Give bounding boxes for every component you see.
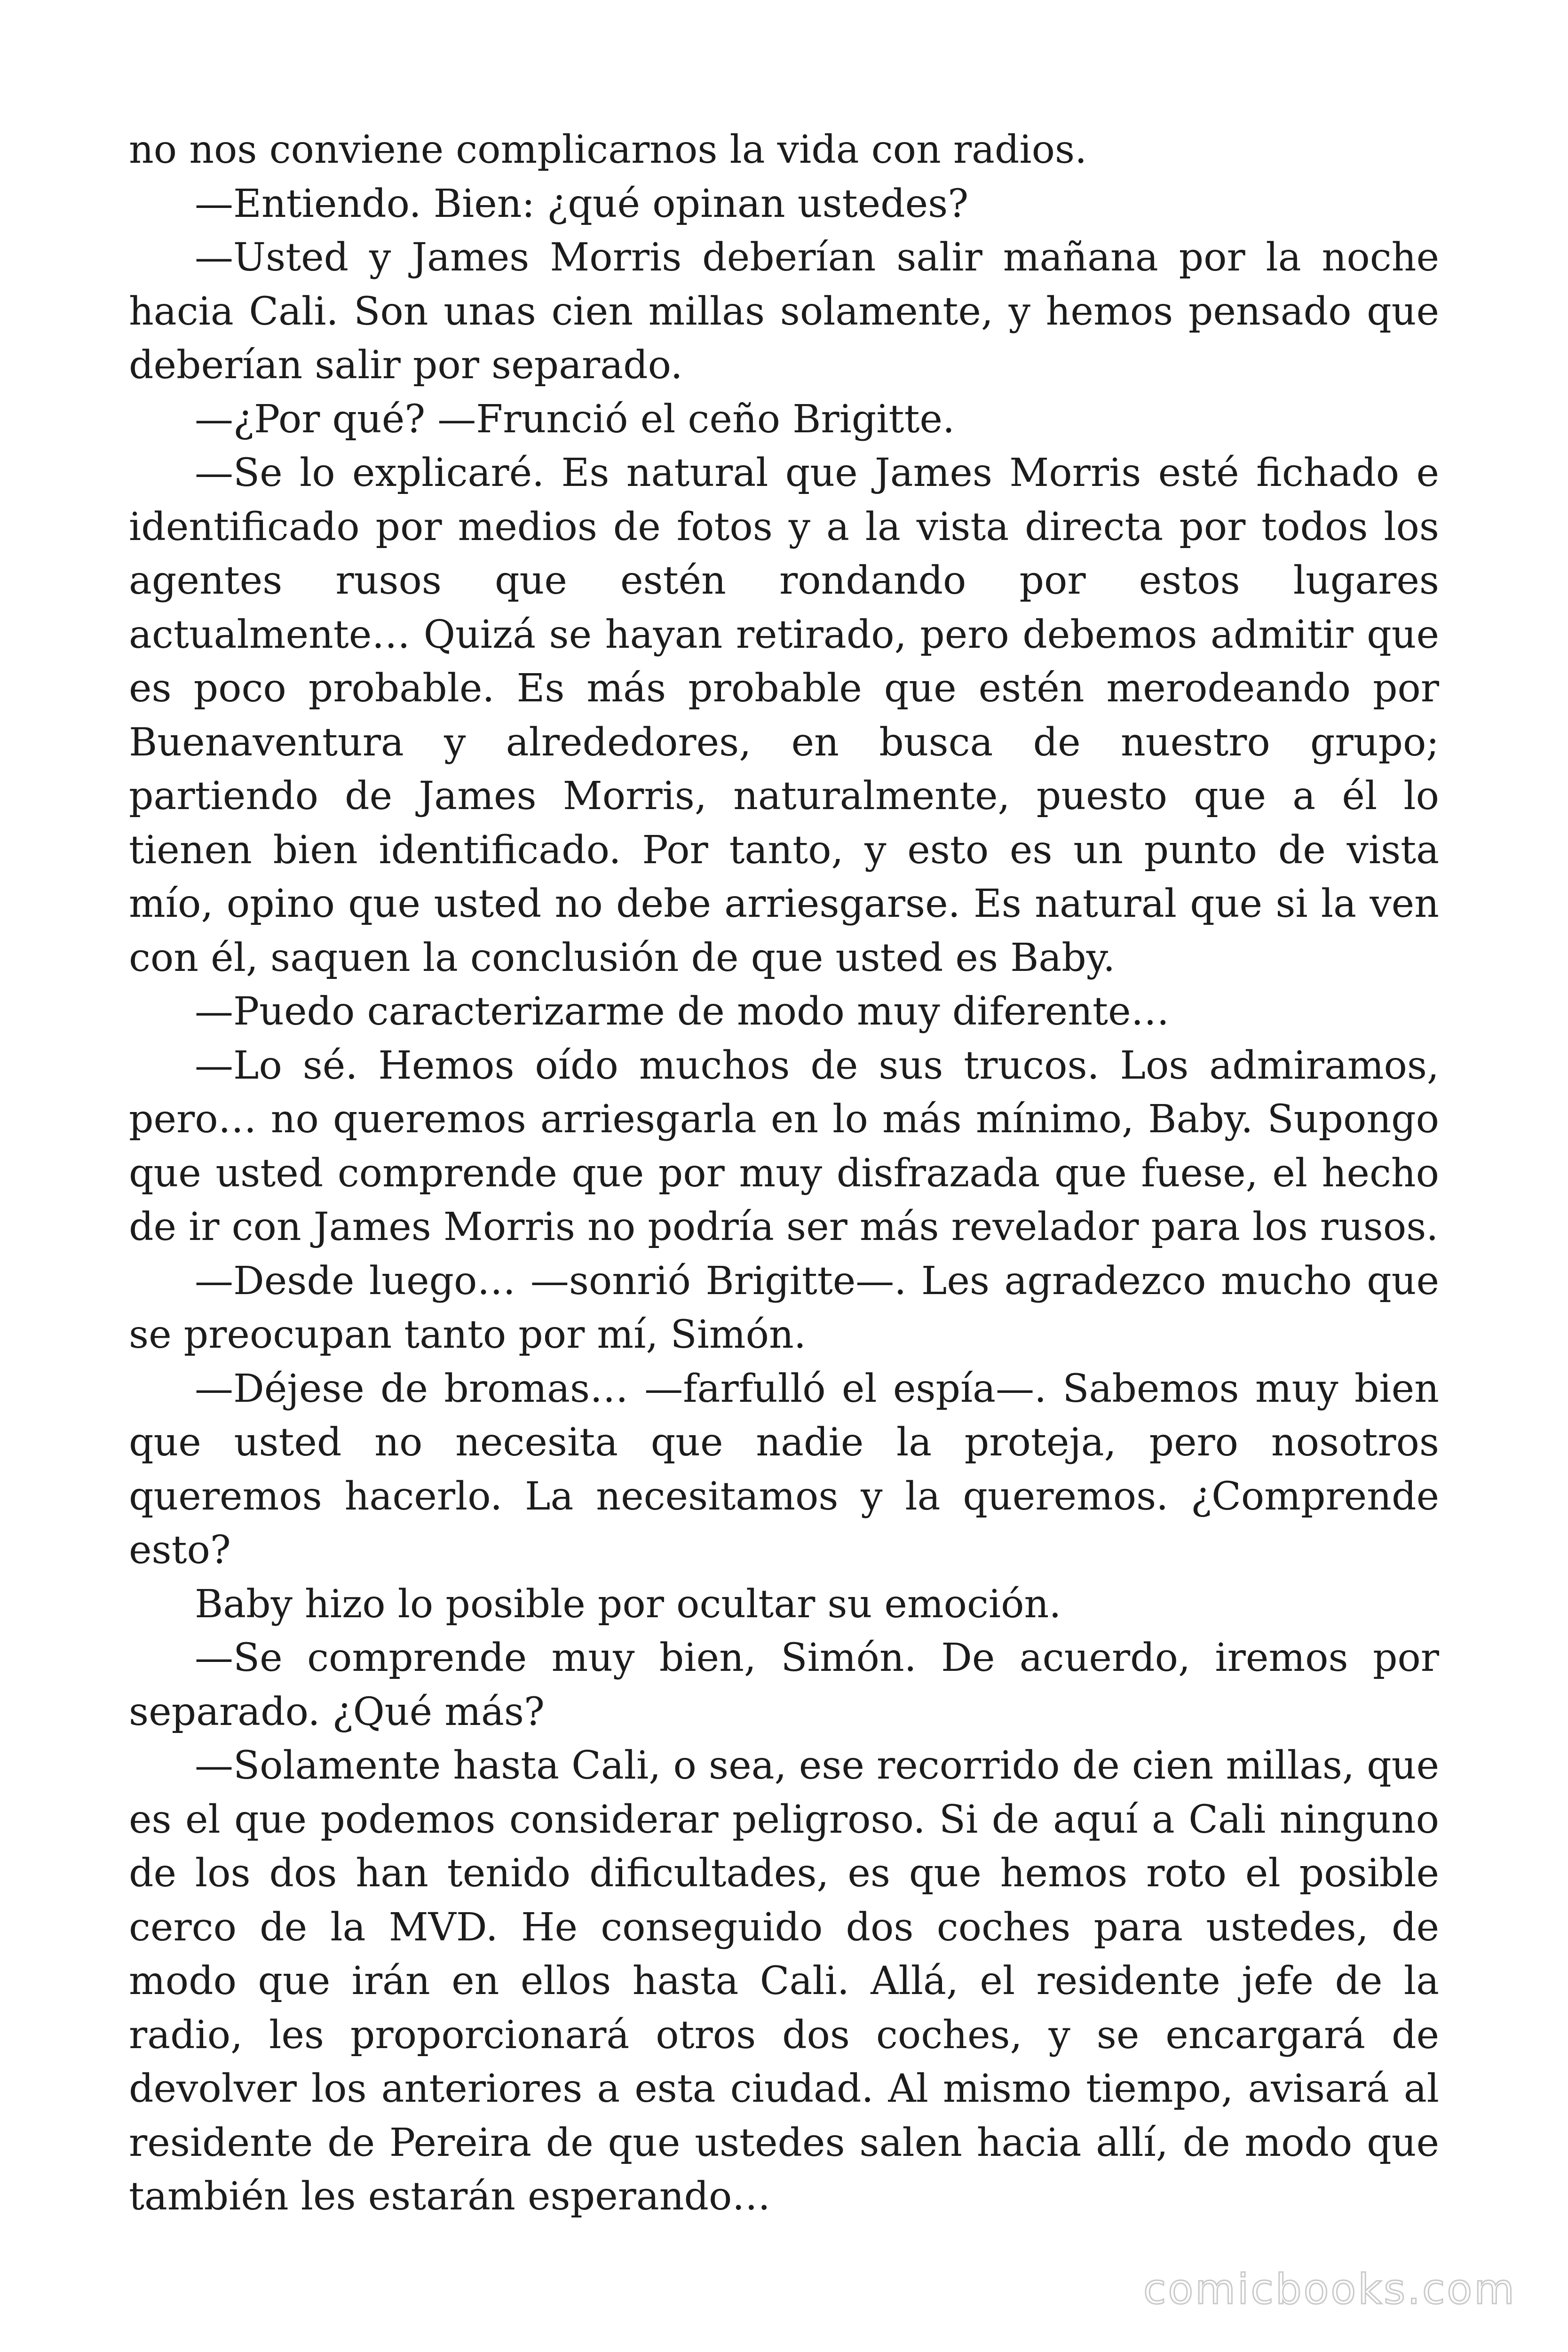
paragraph: —Solamente hasta Cali, o sea, ese recorrido de cien millas, que es el que podemos considerar peligroso. Si de aquí a Cali ninguno de los dos han tenido dificultades, es que hemos roto el posible cerco de la MVD. He conseguido dos coches para ustedes, de modo que irán en ellos hasta Cali. Allá, el residente jefe de la radio, les proporcionará otros dos coches, y se encargará de devolver los anteriores a esta ciudad. Al mismo tiempo, avisará al residente de Pereira de que ustedes salen hacia allí, de modo que también les estarán esperando… [129,1743,1439,2219]
paragraph: —¿Por qué? —Frunció el ceño Brigitte. [195,397,955,442]
paragraph: —Lo sé. Hemos oído muchos de sus trucos. Los admiramos, pero… no queremos arriesgarla en lo más mínimo, Baby. Supongo que usted comprende que por muy disfrazada que fuese, el hecho de ir con James Morris no podría ser más revelador para los rusos. [129,1043,1439,1249]
paragraph: —Déjese de bromas… —farfulló el espía—. Sabemos muy bien que usted no necesita que nadie la proteja, pero nosotros queremos hacerlo. La necesitamos y la queremos. ¿Comprende esto? [129,1366,1439,1573]
paragraph: Baby hizo lo posible por ocultar su emoción. [195,1581,1061,1627]
paragraph: —Desde luego… —sonrió Brigitte—. Les agradezco mucho que se preocupan tanto por mí, Simón. [129,1258,1439,1357]
paragraph: —Entiendo. Bien: ¿qué opinan ustedes? [195,181,969,226]
paragraph: —Se lo explicaré. Es natural que James Morris esté fichado e identificado por medios de fotos y a la vista directa por todos los agentes rusos que estén rondando por estos lugares actualmente… Quizá se hayan retirado, pero debemos admitir que es poco probable. Es más probable que estén merodeando por Buenaventura y alrededores, en busca de nuestro grupo; partiendo de James Morris, naturalmente, puesto que a él lo tienen bien identificado. Por tanto, y esto es un punto de vista mío, opino que usted no debe arriesgarse. Es natural que si la ven con él, saquen la conclusión de que usted es Baby. [129,451,1439,980]
body-text [129,123,1439,2224]
watermark: comicbooks.com [1143,2265,1516,2313]
paragraph: —Puedo caracterizarme de modo muy diferente… [195,989,1170,1034]
paragraph: no nos conviene complicarnos la vida con radios. [129,127,1087,172]
paragraph: —Se comprende muy bien, Simón. De acuerdo, iremos por separado. ¿Qué más? [129,1636,1439,1734]
paragraph: —Usted y James Morris deberían salir mañana por la noche hacia Cali. Son unas cien millas solamente, y hemos pensado que deberían salir por separado. [129,235,1439,388]
